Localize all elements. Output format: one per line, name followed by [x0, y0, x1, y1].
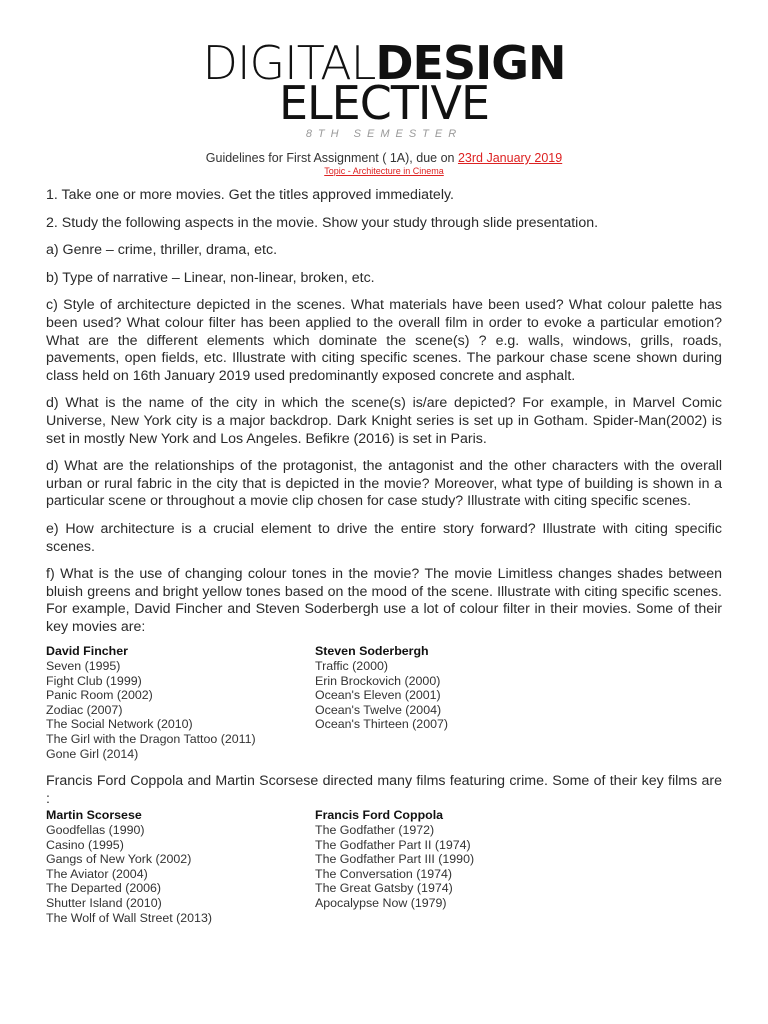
- paragraph: d) What are the relationships of the protagonist, the antagonist and the other characters with the overall urban or rural fabric in the city that is depicted in the movie? Moreover, what type of building is shown in a particular scene or throughout a movie clip chosen for case study? Illustrate with citing specific scenes.: [46, 458, 722, 510]
- list-item: Zodiac (2007): [46, 702, 123, 717]
- guidelines-line: [0, 151, 768, 165]
- list-item: Gone Girl (2014): [46, 746, 139, 761]
- list-column-soderbergh: [315, 644, 584, 761]
- list-item: The Godfather Part III (1990): [315, 852, 475, 867]
- list-item: Panic Room (2002): [46, 688, 153, 703]
- paragraph: c) Style of architecture depicted in the scenes. What materials have been used? What colour palette has been used? What colour filter has been applied to the overall film in order to evoke a particular emotion? What are the different elements which dominate the scene(s) ? e.g. walls, windows, grills, roads, pavements, open fields, etc. Illustrate with citing specific scenes. The parkour chase scene shown during class held on 16th January 2019 used predominantly exposed concrete and asphalt.: [46, 297, 722, 384]
- list-column-scorsese: [46, 808, 315, 925]
- list-item: The Conversation (1974): [315, 866, 453, 881]
- paragraph: e) How architecture is a crucial element to drive the entire story forward? Illustrate with citing specific scenes.: [46, 520, 722, 555]
- paragraph: 1. Take one or more movies. Get the titles approved immediately.: [46, 187, 454, 203]
- guidelines-text: Guidelines for First Assignment ( 1A), due on: [205, 151, 458, 165]
- title-elective: ELECTIVE: [278, 76, 490, 130]
- list-item: The Godfather (1972): [315, 823, 435, 837]
- paragraph: a) Genre – crime, thriller, drama, etc.: [46, 242, 278, 259]
- title-digital: DIGITAL: [202, 36, 376, 90]
- list-item: Shutter Island (2010): [46, 895, 162, 910]
- list-item: The Departed (2006): [46, 881, 162, 896]
- topic-label: Topic - Architecture in Cinema: [324, 166, 444, 176]
- list-item: Fight Club (1999): [46, 673, 142, 688]
- list-column-fincher: [46, 644, 315, 761]
- list-item: Traffic (2000): [315, 659, 388, 674]
- paragraph: d) What is the name of the city in which the scene(s) is/are depicted? For example, in Marvel Comic Universe, New York city is a major backdrop. Dark Knight series is set up in Gotham. Spider-Man(2002) is set in mostly New York and Los Angeles. Befikre (2016) is set in Paris.: [46, 395, 722, 447]
- list-item: Apocalypse Now (1979): [315, 895, 447, 910]
- list-item: The Wolf of Wall Street (2013): [46, 910, 212, 925]
- list-item: Goodfellas (1990): [46, 823, 145, 837]
- paragraph: 2. Study the following aspects in the movie. Show your study through slide presentation.: [46, 214, 599, 231]
- list-item: The Social Network (2010): [46, 717, 193, 732]
- list-item: The Godfather Part II (1974): [315, 837, 471, 852]
- list-heading: Steven Soderbergh: [315, 644, 429, 659]
- list-heading: Martin Scorsese: [46, 808, 142, 823]
- paragraph: f) What is the use of changing colour tones in the movie? The movie Limitless changes shades between bluish greens and bright yellow tones based on the mood of the scene. Illustrate with citing specific scenes. For example, David Fincher and Steven Soderbergh use a lot of colour filter in their movies. Some of their key movies are:: [46, 566, 722, 635]
- list-item: The Great Gatsby (1974): [315, 881, 453, 896]
- director-list-1: [46, 644, 722, 761]
- list-item: Ocean's Twelve (2004): [315, 702, 442, 717]
- paragraph: Francis Ford Coppola and Martin Scorsese directed many films featuring crime. Some of their key films are :: [46, 773, 722, 807]
- list-item: Seven (1995): [46, 659, 121, 674]
- document-body: [46, 187, 722, 925]
- list-column-coppola: [315, 808, 584, 925]
- list-item: Ocean's Eleven (2001): [315, 688, 441, 703]
- paragraph: b) Type of narrative – Linear, non-linear, broken, etc.: [46, 269, 375, 286]
- document-header: [0, 36, 768, 140]
- list-item: Gangs of New York (2002): [46, 852, 192, 867]
- list-item: Erin Brockovich (2000): [315, 673, 441, 688]
- director-list-2: [46, 808, 722, 925]
- list-heading: David Fincher: [46, 644, 128, 659]
- list-item: The Girl with the Dragon Tattoo (2011): [46, 732, 256, 747]
- list-item: Casino (1995): [46, 837, 124, 852]
- list-heading: Francis Ford Coppola: [315, 808, 444, 823]
- title-design: DESIGN: [375, 36, 566, 90]
- list-item: Ocean's Thirteen (2007): [315, 717, 448, 732]
- semester-label: 8TH SEMESTER: [305, 128, 463, 140]
- list-item: The Aviator (2004): [46, 866, 148, 881]
- due-date: 23rd January 2019: [457, 151, 563, 165]
